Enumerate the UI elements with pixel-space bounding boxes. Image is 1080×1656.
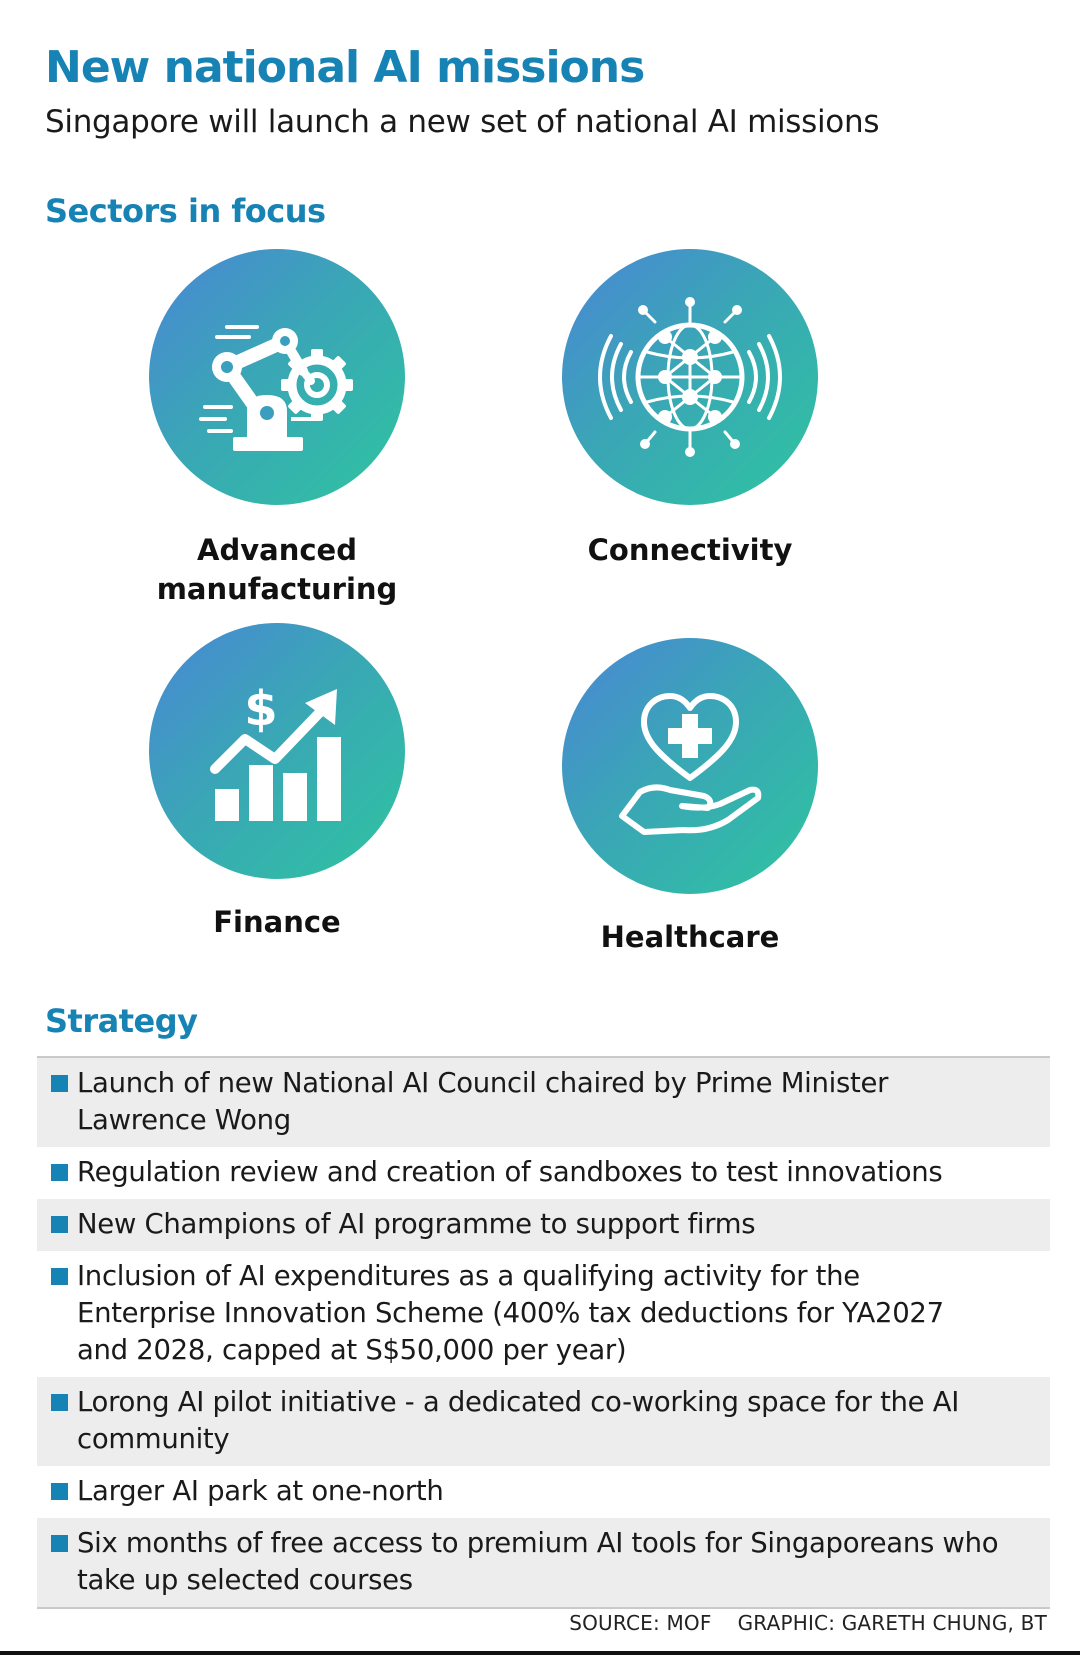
sector-label-line: Healthcare: [600, 920, 780, 954]
sector-label-line: Advanced: [197, 533, 357, 567]
strategy-list: [37, 1056, 1050, 1609]
list-item: [37, 1466, 1050, 1518]
list-item-line: Inclusion of AI expenditures as a qualifying activity for the: [77, 1260, 860, 1292]
list-item-line: Enterprise Innovation Scheme (400% tax deductions for YA2027: [77, 1297, 944, 1329]
sector-circle: [149, 623, 405, 879]
robot-arm-gear-icon: [187, 287, 367, 467]
square-bullet-icon: [51, 1483, 68, 1500]
growth-chart-dollar-icon: [187, 661, 367, 841]
list-item-line: Lawrence Wong: [77, 1104, 291, 1136]
sector-circle: [562, 249, 818, 505]
list-item-line: community: [77, 1423, 230, 1455]
globe-network-icon: [595, 282, 785, 472]
sector-label: [520, 531, 860, 570]
square-bullet-icon: [51, 1216, 68, 1233]
sector-circle: [562, 638, 818, 894]
list-item: [37, 1377, 1050, 1466]
source-credit: SOURCE: MOF: [569, 1611, 712, 1635]
sector-label-line: Connectivity: [587, 533, 793, 567]
hand-heart-cross-icon: [600, 676, 780, 856]
list-item-text: [77, 1206, 755, 1243]
credits: [569, 1611, 1047, 1635]
list-item-text: [77, 1525, 998, 1599]
list-item-line: Six months of free access to premium AI tools for Singaporeans who: [77, 1527, 999, 1559]
square-bullet-icon: [51, 1535, 68, 1552]
list-item-line: Launch of new National AI Council chaired by Prime Minister: [77, 1067, 889, 1099]
sector-finance: [107, 623, 447, 942]
sector-label-line: manufacturing: [156, 572, 398, 606]
list-item-text: [77, 1384, 959, 1458]
sectors-heading: Sectors in focus: [45, 192, 326, 230]
list-item-line: and 2028, capped at S$50,000 per year): [77, 1334, 627, 1366]
page-subtitle: Singapore will launch a new set of national AI missions: [45, 104, 880, 140]
sector-label: [520, 918, 860, 957]
sector-label: [107, 903, 447, 942]
list-item: [37, 1199, 1050, 1251]
sector-advanced-manufacturing: [107, 249, 447, 609]
list-item-line: take up selected courses: [77, 1564, 413, 1596]
list-item-text: [77, 1154, 942, 1191]
list-item: [37, 1251, 1050, 1377]
sector-connectivity: [520, 249, 860, 570]
svg-text:$: $: [244, 681, 278, 737]
square-bullet-icon: [51, 1268, 68, 1285]
square-bullet-icon: [51, 1164, 68, 1181]
strategy-heading: Strategy: [45, 1002, 198, 1040]
square-bullet-icon: [51, 1075, 68, 1092]
list-item-text: [77, 1065, 888, 1139]
bottom-divider: [0, 1651, 1080, 1655]
page-title: New national AI missions: [45, 42, 645, 93]
list-item-line: Lorong AI pilot initiative - a dedicated co-working space for the AI: [77, 1386, 960, 1418]
list-item-text: [77, 1258, 944, 1369]
list-item: [37, 1518, 1050, 1607]
list-item-line: New Champions of AI programme to support firms: [77, 1208, 756, 1240]
sector-circle: [149, 249, 405, 505]
sector-healthcare: [520, 638, 860, 957]
sector-label: [107, 531, 447, 609]
square-bullet-icon: [51, 1394, 68, 1411]
graphic-credit: GRAPHIC: GARETH CHUNG, BT: [737, 1611, 1047, 1635]
list-item-text: [77, 1473, 444, 1510]
list-item: [37, 1147, 1050, 1199]
list-item-line: Regulation review and creation of sandboxes to test innovations: [77, 1156, 943, 1188]
sector-label-line: Finance: [213, 905, 341, 939]
list-item: [37, 1058, 1050, 1147]
list-item-line: Larger AI park at one-north: [77, 1475, 444, 1507]
